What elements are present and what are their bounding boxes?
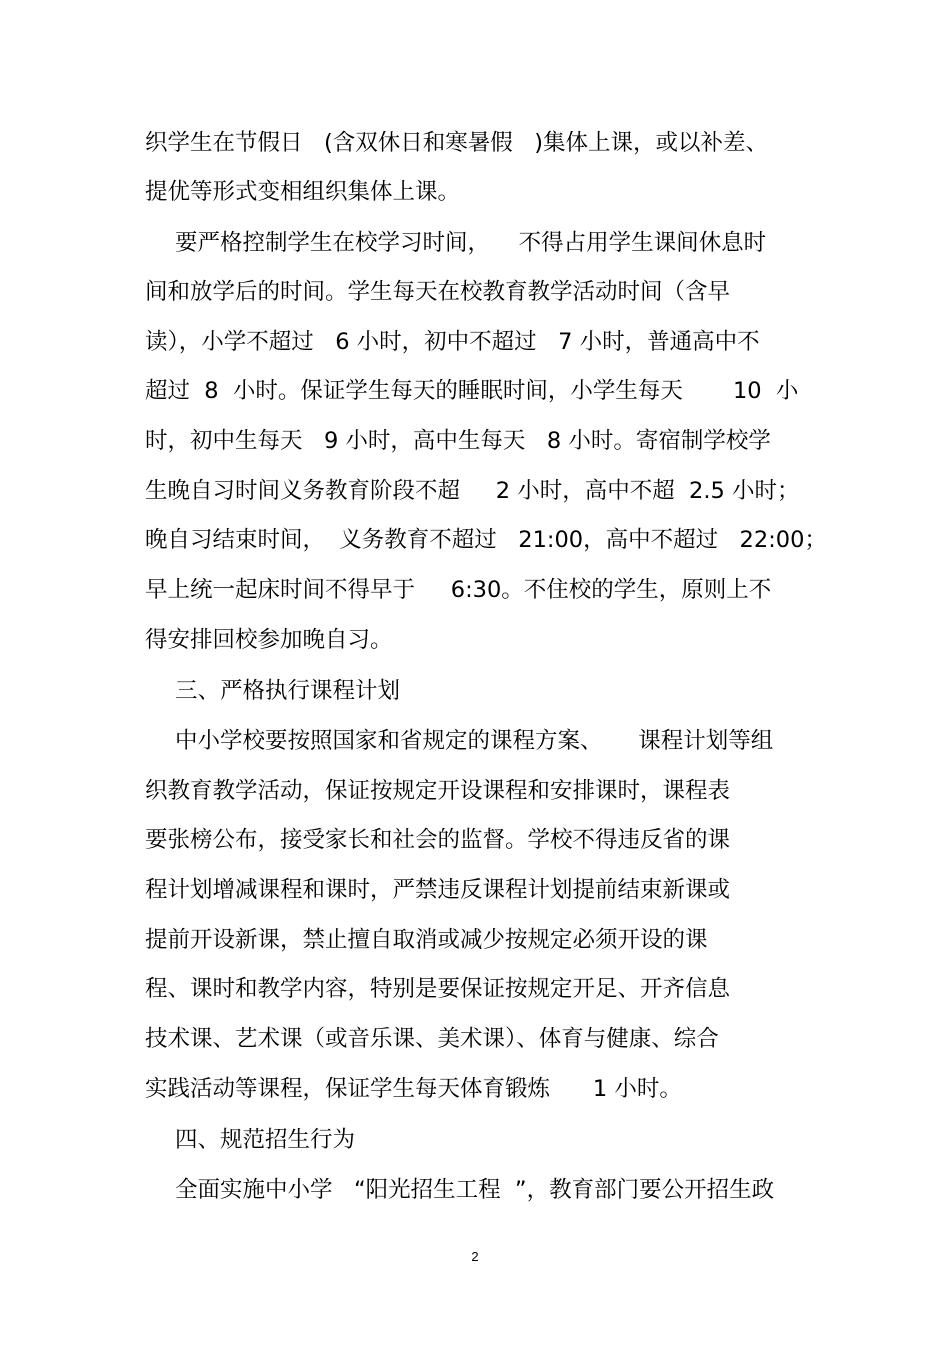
text-line: 织教育教学活动，保证按规定开设课程和安排课时，课程表	[145, 778, 731, 804]
text-line: 程计划增减课程和课时，严禁违反课程计划提前结束新课或	[145, 877, 731, 903]
text-line: 提优等形式变相组织集体上课。	[145, 179, 461, 205]
text-line: 得安排回校参加晚自习。	[145, 627, 393, 653]
text-line: 织学生在节假日 (含双休日和寒暑假 )集体上课，或以补差、	[145, 130, 768, 156]
text-line: 技术课、艺术课（或音乐课、美术课）、体育与健康、综合	[145, 1026, 719, 1052]
text-line: 实践活动等课程，保证学生每天体育锻炼 1 小时。	[145, 1076, 682, 1102]
text-line: 超过 8 小时。保证学生每天的睡眠时间，小学生每天 10 小	[145, 378, 799, 404]
text-line: 要张榜公布，接受家长和社会的监督。学校不得违反省的课	[145, 827, 731, 853]
text-line: 早上统一起床时间不得早于 6:30。不住校的学生，原则上不	[145, 577, 772, 603]
text-line: 晚自习结束时间， 义务教育不超过 21:00，高中不超过 22:00；	[145, 527, 827, 553]
text-line: 时，初中生每天 9 小时，高中生每天 8 小时。寄宿制学校学	[145, 428, 771, 454]
text-line: 提前开设新课，禁止擅自取消或减少按规定必须开设的课	[145, 927, 708, 953]
text-line: 全面实施中小学 “阳光招生工程 ”，教育部门要公开招生政	[175, 1177, 775, 1203]
text-line: 读），小学不超过 6 小时，初中不超过 7 小时，普通高中不	[145, 329, 760, 355]
page-number: 2	[471, 1249, 479, 1264]
section-heading: 三、严格执行课程计划	[175, 678, 401, 704]
text-line: 程、课时和教学内容，特别是要保证按规定开足、开齐信息	[145, 976, 731, 1002]
text-line: 中小学校要按照国家和省规定的课程方案、 课程计划等组	[175, 728, 774, 754]
section-heading: 四、规范招生行为	[175, 1127, 356, 1153]
text-line: 间和放学后的时间。学生每天在校教育教学活动时间（含早	[145, 279, 731, 305]
text-line: 生晚自习时间义务教育阶段不超 2 小时，高中不超 2.5 小时；	[145, 478, 800, 504]
text-line: 要严格控制学生在校学习时间， 不得占用学生课间休息时	[175, 230, 767, 256]
